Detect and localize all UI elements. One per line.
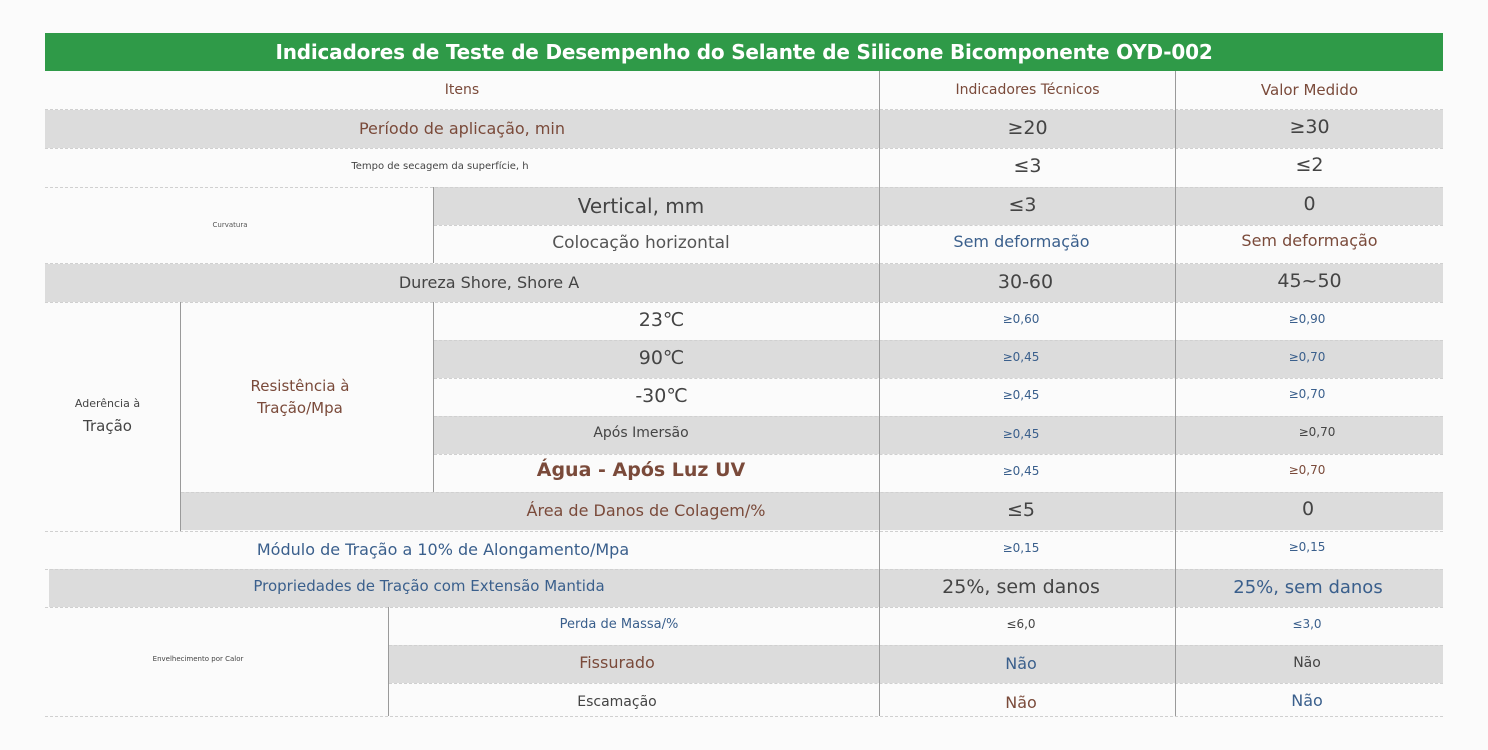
group-adhesion-line2: Tração — [83, 416, 132, 435]
label-application-period: Período de aplicação, min — [358, 119, 566, 138]
indicator-minus30c: ≥0,45 — [1002, 387, 1040, 402]
measured-mass-loss: ≤3,0 — [1292, 616, 1322, 631]
subgroup-tensile-line1: Resistência à — [250, 377, 350, 395]
indicator-90c: ≥0,45 — [1002, 349, 1040, 364]
measured-90c: ≥0,70 — [1288, 349, 1326, 364]
indicator-surface-dry: ≤3 — [1013, 155, 1042, 178]
indicator-mass-loss: ≤6,0 — [1006, 616, 1036, 631]
measured-shore: 45~50 — [1277, 270, 1342, 293]
measured-bond-damage: 0 — [1301, 498, 1315, 521]
indicator-immersion: ≥0,45 — [1002, 426, 1040, 441]
table-title: Indicadores de Teste de Desempenho do Selante de Silicone Bicomponente OYD-002 — [45, 33, 1443, 71]
indicator-modulus: ≥0,15 — [1002, 540, 1040, 555]
subgroup-tensile-line2: Tração/Mpa — [257, 399, 343, 417]
header-items: Itens — [444, 81, 480, 98]
indicator-extension: 25%, sem danos — [942, 576, 1100, 599]
measured-vertical: 0 — [1303, 193, 1316, 216]
indicator-shore: 30-60 — [997, 271, 1054, 294]
measured-horizontal: Sem deformação — [1241, 231, 1378, 250]
label-bond-damage: Área de Danos de Colagem/% — [526, 501, 766, 520]
indicator-peeling: Não — [1005, 693, 1037, 712]
measured-immersion: ≥0,70 — [1298, 424, 1336, 439]
label-modulus: Módulo de Tração a 10% de Alongamento/Mpa — [256, 540, 630, 559]
indicator-water-uv: ≥0,45 — [1002, 463, 1040, 478]
measured-modulus: ≥0,15 — [1288, 539, 1326, 554]
label-horizontal: Colocação horizontal — [552, 233, 730, 254]
measured-23c: ≥0,90 — [1288, 311, 1326, 326]
measured-cracked: Não — [1293, 655, 1321, 672]
header-measured: Valor Medido — [1260, 81, 1359, 100]
label-23c: 23℃ — [638, 309, 685, 332]
label-90c: 90℃ — [638, 347, 685, 370]
group-adhesion-line1: Aderência à — [74, 396, 141, 410]
header-indicators: Indicadores Técnicos — [955, 81, 1100, 98]
measured-extension: 25%, sem danos — [1233, 576, 1383, 598]
indicator-cracked: Não — [1005, 654, 1037, 673]
indicator-23c: ≥0,60 — [1002, 311, 1040, 326]
indicator-vertical: ≤3 — [1008, 194, 1037, 217]
measured-water-uv: ≥0,70 — [1288, 462, 1326, 477]
label-minus30c: -30℃ — [635, 385, 688, 408]
measured-surface-dry: ≤2 — [1295, 154, 1324, 177]
group-adhesion — [45, 302, 170, 531]
indicator-application-period: ≥20 — [1007, 117, 1048, 140]
label-peeling: Escamação — [577, 694, 657, 711]
subgroup-tensile-strength — [181, 302, 419, 492]
group-curvature: Curvatura — [212, 220, 248, 229]
label-mass-loss: Perda de Massa/% — [559, 616, 679, 632]
label-surface-dry: Tempo de secagem da superfície, h — [351, 160, 529, 172]
label-vertical: Vertical, mm — [577, 193, 705, 218]
label-extension: Propriedades de Tração com Extensão Mantida — [253, 576, 605, 595]
label-shore: Dureza Shore, Shore A — [398, 273, 580, 292]
label-water-uv: Água - Após Luz UV — [536, 459, 746, 482]
label-cracked: Fissurado — [579, 653, 655, 672]
measured-peeling: Não — [1291, 691, 1323, 710]
measured-application-period: ≥30 — [1289, 116, 1330, 139]
measured-minus30c: ≥0,70 — [1288, 386, 1326, 401]
indicator-horizontal: Sem deformação — [953, 232, 1090, 251]
indicator-bond-damage: ≤5 — [1006, 499, 1035, 522]
label-immersion: Após Imersão — [593, 425, 689, 442]
group-heat-aging: Envelhecimento por Calor — [152, 654, 244, 663]
